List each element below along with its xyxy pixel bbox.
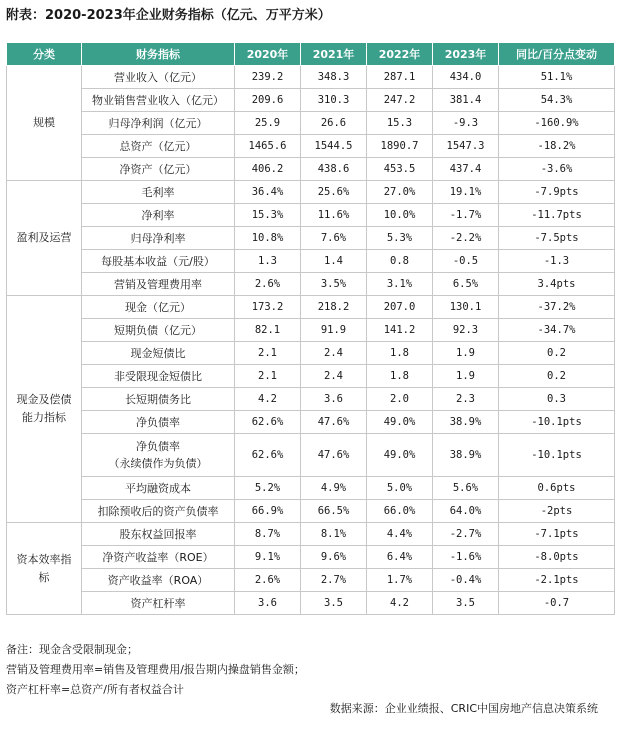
value-cell: 1547.3 [433,135,499,158]
change-cell: -10.1pts [499,411,615,434]
value-cell: -9.3 [433,112,499,135]
financial-indicators-table [6,42,615,615]
value-cell: 3.6 [301,388,367,411]
value-cell: 19.1% [433,181,499,204]
value-cell: 8.7% [235,523,301,546]
value-cell: 239.2 [235,66,301,89]
value-cell: 8.1% [301,523,367,546]
value-cell: 5.2% [235,477,301,500]
table-row [7,434,615,477]
indicator-cell: 扣除预收后的资产负债率 [82,500,235,523]
value-cell: 434.0 [433,66,499,89]
value-cell: -0.4% [433,569,499,592]
note-line: 营销及管理费用率=销售及管理费用/报告期内操盘销售金额； [6,663,305,676]
indicator-cell: 净利率 [82,204,235,227]
value-cell: 1.3 [235,250,301,273]
change-cell: -10.1pts [499,434,615,477]
value-cell: 2.4 [301,365,367,388]
value-cell: 348.3 [301,66,367,89]
header-indicator: 财务指标 [82,43,235,66]
data-source: 数据来源：企业业绩报、CRIC中国房地产信息决策系统 [329,702,598,715]
value-cell: 38.9% [433,434,499,477]
table-row [7,319,615,342]
change-cell: -2.1pts [499,569,615,592]
change-cell: 3.4pts [499,273,615,296]
table-row [7,500,615,523]
value-cell: 2.7% [301,569,367,592]
table-row [7,250,615,273]
value-cell: 3.1% [367,273,433,296]
value-cell: 5.3% [367,227,433,250]
value-cell: 1465.6 [235,135,301,158]
note-line: 资产杠杆率=总资产/所有者权益合计 [6,683,184,696]
value-cell: 2.1 [235,365,301,388]
table-row [7,181,615,204]
value-cell: 66.5% [301,500,367,523]
change-cell: -7.1pts [499,523,615,546]
value-cell: 207.0 [367,296,433,319]
value-cell: -0.5 [433,250,499,273]
header-2021: 2021年 [301,43,367,66]
value-cell: 5.0% [367,477,433,500]
value-cell: 47.6% [301,434,367,477]
change-cell: -160.9% [499,112,615,135]
indicator-cell: 每股基本收益（元/股） [82,250,235,273]
value-cell: -2.2% [433,227,499,250]
category-cell: 盈利及运营 [7,181,82,296]
value-cell: 1.7% [367,569,433,592]
value-cell: 438.6 [301,158,367,181]
indicator-line: 净负债率 [136,440,180,453]
table-row [7,89,615,112]
value-cell: 4.9% [301,477,367,500]
indicator-cell: 净负债率 [82,411,235,434]
table-row [7,158,615,181]
value-cell: 2.3 [433,388,499,411]
value-cell: 92.3 [433,319,499,342]
value-cell: 173.2 [235,296,301,319]
indicator-cell: 营业收入（亿元） [82,66,235,89]
value-cell: 38.9% [433,411,499,434]
change-cell: -0.7 [499,592,615,615]
value-cell: 437.4 [433,158,499,181]
change-cell: -18.2% [499,135,615,158]
indicator-cell: 非受限现金短债比 [82,365,235,388]
value-cell: 2.1 [235,342,301,365]
table-row [7,342,615,365]
change-cell: 0.2 [499,365,615,388]
value-cell: 66.9% [235,500,301,523]
change-cell: -7.5pts [499,227,615,250]
indicator-cell: 营销及管理费用率 [82,273,235,296]
indicator-cell: 归母净利率 [82,227,235,250]
value-cell: 1544.5 [301,135,367,158]
change-cell: -1.3 [499,250,615,273]
change-cell: -37.2% [499,296,615,319]
value-cell: 15.3% [235,204,301,227]
indicator-line: （永续债作为负债） [108,457,208,470]
header-category: 分类 [7,43,82,66]
table-body [7,66,615,615]
value-cell: 1.4 [301,250,367,273]
header-2020: 2020年 [235,43,301,66]
table-row [7,204,615,227]
table-row [7,66,615,89]
indicator-cell: 资产杠杆率 [82,592,235,615]
value-cell: 1.8 [367,365,433,388]
indicator-cell: 净资产收益率（ROE） [82,546,235,569]
indicator-cell: 短期负债（亿元） [82,319,235,342]
value-cell: 26.6 [301,112,367,135]
value-cell: 91.9 [301,319,367,342]
value-cell: 287.1 [367,66,433,89]
value-cell: 2.4 [301,342,367,365]
value-cell: 3.6 [235,592,301,615]
value-cell: 4.4% [367,523,433,546]
value-cell: -2.7% [433,523,499,546]
header-row [7,43,615,66]
change-cell: -3.6% [499,158,615,181]
table-row [7,273,615,296]
category-cell [7,296,82,523]
value-cell: 406.2 [235,158,301,181]
indicator-cell: 归母净利润（亿元） [82,112,235,135]
value-cell: 25.6% [301,181,367,204]
table-row [7,569,615,592]
value-cell: 49.0% [367,411,433,434]
table-row [7,135,615,158]
category-cell [7,523,82,615]
value-cell: 62.6% [235,434,301,477]
change-cell: 0.3 [499,388,615,411]
change-cell: 0.2 [499,342,615,365]
value-cell: 10.0% [367,204,433,227]
value-cell: 2.6% [235,273,301,296]
value-cell: 62.6% [235,411,301,434]
change-cell: -8.0pts [499,546,615,569]
value-cell: 5.6% [433,477,499,500]
value-cell: 209.6 [235,89,301,112]
header-change: 同比/百分点变动 [499,43,615,66]
change-cell: -11.7pts [499,204,615,227]
indicator-cell [82,434,235,477]
category-line: 标 [38,570,50,584]
value-cell: 82.1 [235,319,301,342]
indicator-cell: 现金（亿元） [82,296,235,319]
category-cell: 规模 [7,66,82,181]
category-line: 能力指标 [22,411,66,424]
value-cell: 4.2 [367,592,433,615]
value-cell: 2.6% [235,569,301,592]
value-cell: 7.6% [301,227,367,250]
value-cell: 2.0 [367,388,433,411]
notes [6,640,305,700]
value-cell: 49.0% [367,434,433,477]
value-cell: 36.4% [235,181,301,204]
value-cell: 9.6% [301,546,367,569]
value-cell: 1.9 [433,342,499,365]
table-row [7,365,615,388]
table-title: 附表：2020-2023年企业财务指标（亿元、万平方米） [6,8,331,23]
table-row [7,112,615,135]
value-cell: 15.3 [367,112,433,135]
value-cell: 1890.7 [367,135,433,158]
value-cell: -1.7% [433,204,499,227]
indicator-cell: 总资产（亿元） [82,135,235,158]
indicator-cell: 平均融资成本 [82,477,235,500]
value-cell: 1.8 [367,342,433,365]
value-cell: 6.5% [433,273,499,296]
change-cell: 51.1% [499,66,615,89]
table-row [7,546,615,569]
value-cell: 6.4% [367,546,433,569]
value-cell: 25.9 [235,112,301,135]
value-cell: 0.8 [367,250,433,273]
value-cell: 4.2 [235,388,301,411]
value-cell: 66.0% [367,500,433,523]
value-cell: 141.2 [367,319,433,342]
indicator-cell: 毛利率 [82,181,235,204]
indicator-cell: 现金短债比 [82,342,235,365]
value-cell: 27.0% [367,181,433,204]
category-line: 现金及偿债 [16,393,72,406]
value-cell: 47.6% [301,411,367,434]
table-row [7,523,615,546]
change-cell: -2pts [499,500,615,523]
value-cell: 11.6% [301,204,367,227]
value-cell: 310.3 [301,89,367,112]
indicator-cell: 物业销售营业收入（亿元） [82,89,235,112]
value-cell: -1.6% [433,546,499,569]
change-cell: -34.7% [499,319,615,342]
indicator-cell: 长短期债务比 [82,388,235,411]
change-cell: 54.3% [499,89,615,112]
value-cell: 247.2 [367,89,433,112]
value-cell: 3.5 [301,592,367,615]
note-line: 备注：现金含受限制现金； [6,643,138,656]
table-row [7,477,615,500]
value-cell: 381.4 [433,89,499,112]
value-cell: 9.1% [235,546,301,569]
value-cell: 130.1 [433,296,499,319]
value-cell: 10.8% [235,227,301,250]
header-2023: 2023年 [433,43,499,66]
value-cell: 3.5% [301,273,367,296]
value-cell: 218.2 [301,296,367,319]
category-line: 资本效率指 [16,552,72,566]
table-row [7,388,615,411]
table-row [7,411,615,434]
indicator-cell: 净资产（亿元） [82,158,235,181]
table-row [7,592,615,615]
table-row [7,227,615,250]
table-row [7,296,615,319]
value-cell: 3.5 [433,592,499,615]
value-cell: 1.9 [433,365,499,388]
header-2022: 2022年 [367,43,433,66]
value-cell: 64.0% [433,500,499,523]
value-cell: 453.5 [367,158,433,181]
change-cell: -7.9pts [499,181,615,204]
indicator-cell: 资产收益率（ROA） [82,569,235,592]
indicator-cell: 股东权益回报率 [82,523,235,546]
change-cell: 0.6pts [499,477,615,500]
